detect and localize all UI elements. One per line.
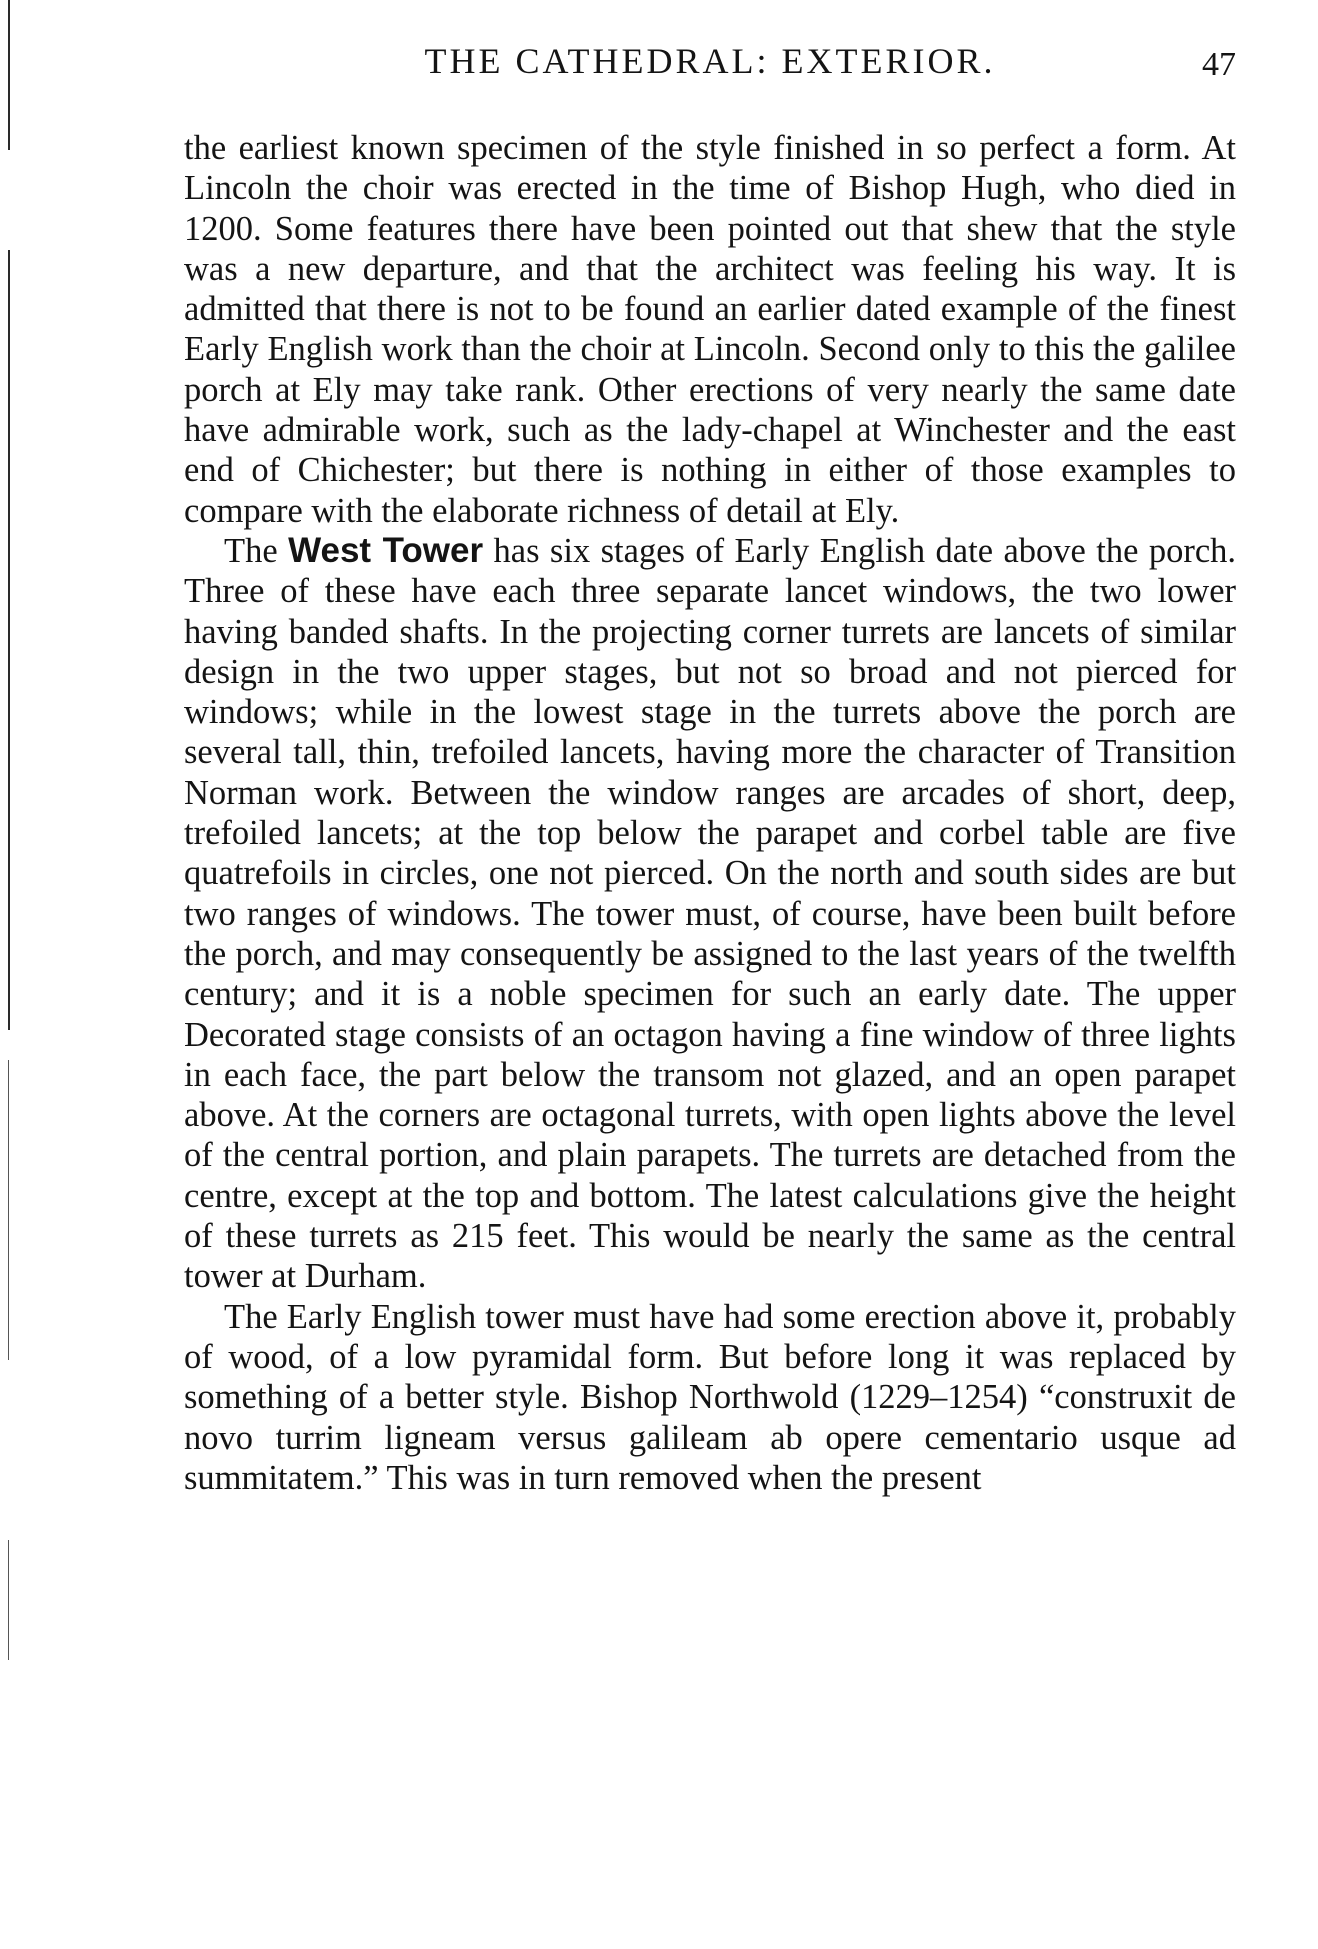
running-title: THE CATHEDRAL: EXTERIOR. — [424, 41, 996, 81]
paragraph-rest: has six stages of Early English date above the porch. Three of these have each three separate lancet windows, the two lower having banded shafts. In the projecting corner turrets are lancets of similar design in the two upper stages, but not so broad and not pierced for windows; while in the lowest stage in the turrets above the porch are several tall, thin, trefoiled lancets, having more the character of Transition Norman work. Between the window ranges are arcades of short, deep, trefoiled lancets; at the top below the parapet and corbel table are five quatrefoils in circles, one not pierced. On the north and south sides are but two ranges of windows. The tower must, of course, have been built before the porch, and may consequently be assigned to the last years of the twelfth century; and it is a noble specimen for such an early date. The upper Decorated stage consists of an octagon having a fine window of three lights in each face, the part below the transom not glazed, and an open parapet above. At the corners are octagonal turrets, with open lights above the level of the central portion, and plain parapets. The turrets are detached from the centre, except at the top and bottom. The latest calculations give the height of these turrets as 215 feet. This would be nearly the same as the central tower at Durham. — [184, 531, 1237, 1296]
paragraph — [184, 531, 1236, 1297]
page-number: 47 — [1202, 46, 1236, 83]
binding-edge-mark — [8, 1060, 9, 1360]
paragraph: the earliest known specimen of the style finished in so perfect a form. At Lincoln the choir was erected in the time of Bishop Hugh, who died in 1200. Some features there have been pointed out that shew that the style was a new departure, and that the architect was feeling his way. It is admitted that there is not to be found an earlier dated example of the finest Early English work than the choir at Lincoln. Second only to this the galilee porch at Ely may take rank. Other erections of very nearly the same date have admirable work, such as the lady-chapel at Winchester and the east end of Chichester; but there is nothing in either of those examples to compare with the elaborate richness of detail at Ely. — [184, 129, 1236, 530]
binding-edge-mark — [8, 250, 10, 1030]
section-heading-inline: West Tower — [288, 530, 484, 570]
binding-edge-mark — [8, 0, 10, 150]
paragraph: The Early English tower must have had some erection above it, probably of wood, of a low pyramidal form. But before long it was replaced by something of a better style. Bishop Northwold (1229–1254) “construxit de novo turrim ligneam versus galileam ab opere cementario usque ad summitatem.” This was in turn removed when the present — [184, 1297, 1236, 1497]
binding-edge-mark — [8, 1540, 9, 1660]
paragraph-start: The — [224, 531, 289, 570]
page-header — [184, 40, 1236, 100]
body-text — [184, 128, 1236, 1498]
